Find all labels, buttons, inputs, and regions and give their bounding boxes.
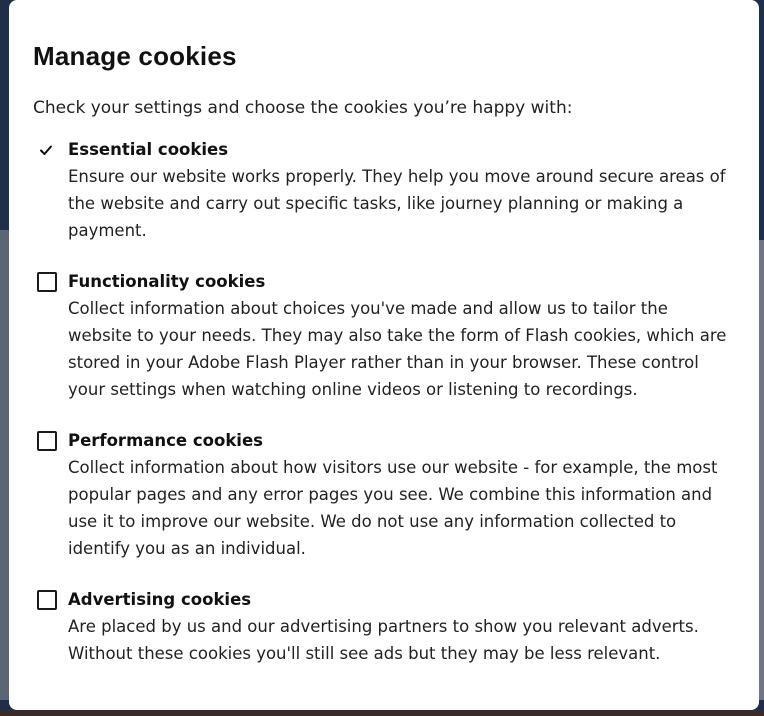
option-essential-cookies (33, 136, 735, 244)
dialog-intro: Check your settings and choose the cookies you’re happy with: (33, 98, 573, 118)
checkmark-icon (39, 143, 53, 157)
dialog-title: Manage cookies (33, 41, 237, 71)
option-description: Collect information about choices you've made and allow us to tailor the website to your needs. They may also take the form of Flash cookies, which are stored in your Adobe Flash Player rather than in your browser. These control your settings when watching online videos or listening to recordings. (68, 299, 727, 399)
background-page-edge (759, 240, 764, 700)
option-description: Ensure our website works properly. They help you move around secure areas of the website and carry out specific tasks, like journey planning or making a payment. (68, 167, 726, 240)
option-description: Are placed by us and our advertising partners to show you relevant adverts. Without these cookies you'll still see ads but they may be less relevant. (68, 617, 699, 663)
option-functionality-cookies (33, 268, 735, 403)
option-advertising-cookies (33, 586, 735, 667)
performance-checkbox[interactable] (37, 431, 57, 451)
background-page-bottom (0, 710, 764, 716)
functionality-checkbox[interactable] (37, 272, 57, 292)
advertising-checkbox[interactable] (37, 590, 57, 610)
option-title[interactable]: Functionality cookies (68, 272, 266, 291)
option-title[interactable]: Performance cookies (68, 431, 263, 450)
option-performance-cookies (33, 427, 735, 562)
option-title[interactable]: Advertising cookies (68, 590, 252, 609)
option-description: Collect information about how visitors use our website - for example, the most popular pages and any error pages you see. We combine this information and use it to improve our website. We do not use any information collected to identify you as an individual. (68, 458, 718, 558)
cookie-options (33, 136, 735, 667)
essential-status (33, 136, 68, 163)
option-title: Essential cookies (68, 140, 229, 159)
manage-cookies-dialog (9, 0, 759, 710)
